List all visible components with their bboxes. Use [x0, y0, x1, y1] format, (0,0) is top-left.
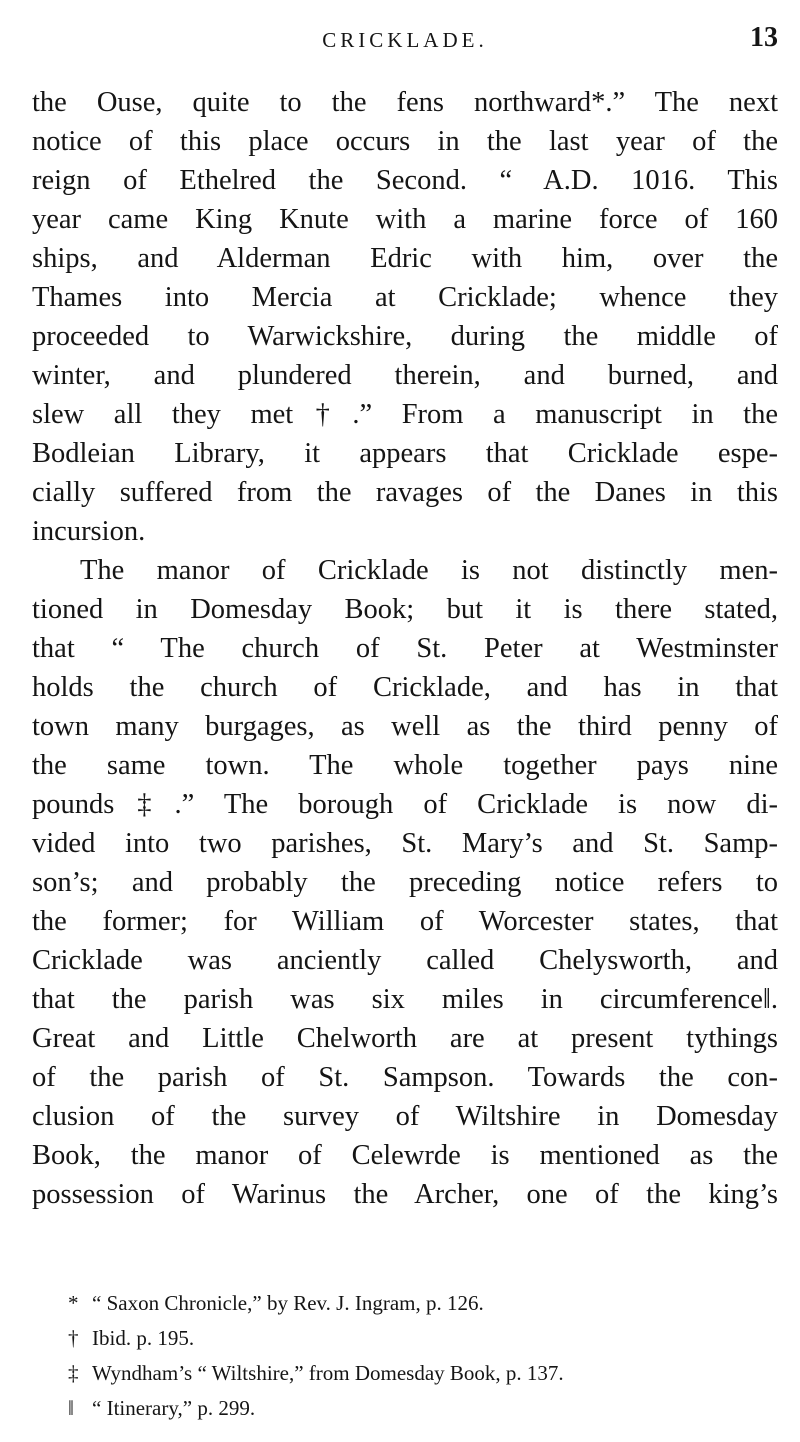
text-line: that “ The church of St. Peter at Westminster	[32, 633, 778, 664]
text-line: vided into two parishes, St. Mary’s and St. Samp-	[32, 828, 778, 859]
text-line: cially suffered from the ravages of the Danes in this	[32, 477, 778, 508]
footnotes	[68, 1286, 768, 1426]
footnote-text: “ Saxon Chronicle,” by Rev. J. Ingram, p. 126.	[92, 1291, 484, 1315]
page-number: 13	[750, 22, 778, 53]
text-line: Thames into Mercia at Cricklade; whence they	[32, 282, 778, 313]
footnote	[68, 1286, 768, 1321]
text-line: pounds‡.” The borough of Cricklade is now di-	[32, 789, 778, 820]
footnote	[68, 1391, 768, 1426]
text-line: Great and Little Chelworth are at present tythings	[32, 1023, 778, 1054]
footnote	[68, 1356, 768, 1391]
text-line: of the parish of St. Sampson. Towards the con-	[32, 1062, 778, 1093]
footnote-text: “ Itinerary,” p. 299.	[92, 1396, 256, 1420]
text-line: reign of Ethelred the Second. “ A.D. 1016. This	[32, 165, 778, 196]
body-text	[32, 83, 778, 1214]
footnote-mark: *	[68, 1291, 79, 1315]
text-line: son’s; and probably the preceding notice refers to	[32, 867, 778, 898]
running-title: CRICKLADE.	[322, 28, 488, 52]
text-line: the former; for William of Worcester states, that	[32, 906, 778, 937]
text-line: year came King Knute with a marine force of 160	[32, 204, 778, 235]
footnote-text: Wyndham’s “ Wiltshire,” from Domesday Book, p. 137.	[92, 1361, 564, 1385]
text-line: slew all they met†.” From a manuscript in the	[32, 399, 778, 430]
text-line: possession of Warinus the Archer, one of the king’s	[32, 1179, 778, 1210]
footnote-text: Ibid. p. 195.	[92, 1326, 195, 1350]
text-line: town many burgages, as well as the third penny of	[32, 711, 778, 742]
text-line: that the parish was six miles in circumference‖.	[32, 984, 778, 1015]
text-line: holds the church of Cricklade, and has in that	[32, 672, 778, 703]
text-line: the Ouse, quite to the fens northward*.” The next	[32, 87, 778, 118]
footnote-mark: ‡	[68, 1361, 79, 1385]
text-line: ships, and Alderman Edric with him, over the	[32, 243, 778, 274]
page-header	[32, 22, 778, 56]
text-line: notice of this place occurs in the last year of the	[32, 126, 778, 157]
text-line: winter, and plundered therein, and burned, and	[32, 360, 778, 391]
text-line: The manor of Cricklade is not distinctly men-	[80, 555, 778, 586]
footnote	[68, 1321, 768, 1356]
text-line: incursion.	[32, 516, 146, 547]
text-line: Bodleian Library, it appears that Cricklade espe-	[32, 438, 778, 469]
text-line: Book, the manor of Celewrde is mentioned as the	[32, 1140, 778, 1171]
text-line: the same town. The whole together pays nine	[32, 750, 778, 781]
footnote-mark: ‖	[68, 1396, 74, 1420]
footnote-mark: †	[68, 1326, 79, 1350]
text-line: clusion of the survey of Wiltshire in Domesday	[32, 1101, 778, 1132]
text-line: Cricklade was anciently called Chelysworth, and	[32, 945, 778, 976]
text-line: tioned in Domesday Book; but it is there stated,	[32, 594, 778, 625]
text-line: proceeded to Warwickshire, during the middle of	[32, 321, 778, 352]
